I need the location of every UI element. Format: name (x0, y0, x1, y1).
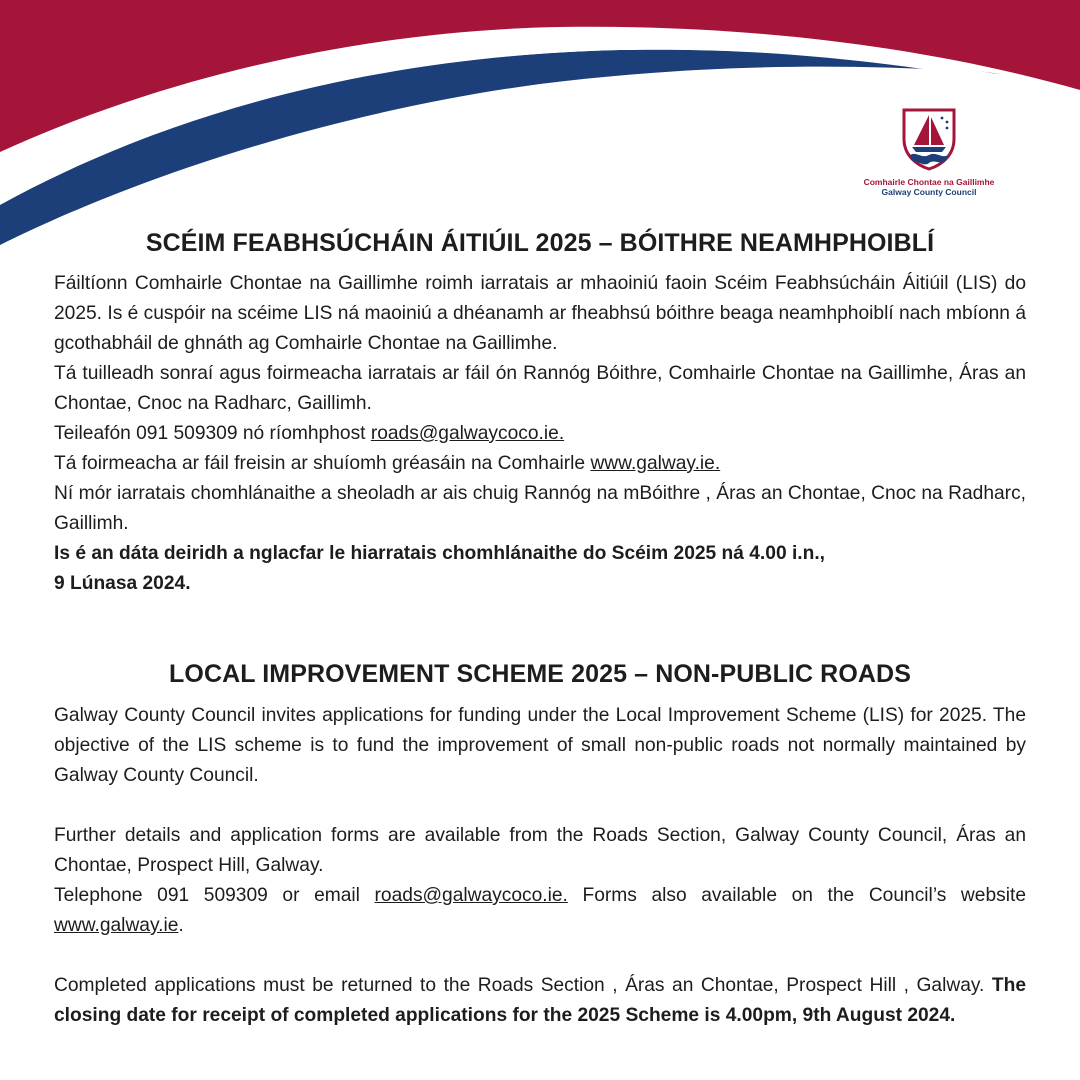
english-email-link[interactable]: roads@galwaycoco.ie. (374, 885, 568, 906)
irish-details-paragraph: Tá tuilleadh sonraí agus foirmeacha iarratais ar fáil ón Rannóg Bóithre, Comhairle Chontae na Gaillimhe, Áras an Chontae, Cnoc na Radharc, Gaillimh. (54, 363, 1026, 414)
paragraph-spacer (54, 791, 1026, 821)
irish-intro-paragraph: Fáiltíonn Comhairle Chontae na Gaillimhe roimh iarratais ar mhaoiniú faoin Scéim Feabhsúcháin Áitiúil (LIS) do 2025. Is é cuspóir na scéime LIS ná maoiniú a dhéanamh ar fheabhsú bóithre beaga neamhphoiblí nach mbíonn á gcothabháil de ghnáth ag Comhairle Chontae na Gaillimhe. (54, 273, 1026, 354)
irish-website-link[interactable]: www.galway.ie. (590, 453, 721, 474)
english-intro-paragraph: Galway County Council invites applications for funding under the Local Improvement Scheme (LIS) for 2025. The objective of the LIS scheme is to fund the improvement of small non-public roads not normally maintained by Galway County Council. (54, 705, 1026, 786)
english-heading: LOCAL IMPROVEMENT SCHEME 2025 – NON-PUBLIC ROADS (169, 660, 911, 688)
english-return-paragraph (54, 971, 1026, 1031)
english-period: . (178, 915, 184, 936)
paragraph-spacer (54, 941, 1026, 971)
irish-website-text: Tá foirmeacha ar fáil freisin ar shuíomh gréasáin na Comhairle (54, 453, 591, 474)
english-return-text: Completed applications must be returned to the Roads Section , Áras an Chontae, Prospect Hill , Galway. (54, 975, 992, 996)
english-contact-paragraph (54, 881, 1026, 941)
irish-deadline-line-1: Is é an dáta deiridh a nglacfar le hiarratais chomhlánaithe do Scéim 2025 ná 4.00 i.n., (54, 543, 825, 564)
english-body (54, 701, 1026, 1031)
english-details-paragraph: Further details and application forms are available from the Roads Section, Galway County Council, Áras an Chontae, Prospect Hill, Galway. (54, 825, 1026, 876)
english-forms-text: Forms also available on the Council’s website (567, 885, 1026, 906)
council-crest-icon (898, 105, 960, 171)
english-deadline-text: The closing date for receipt of completed applications for the 2025 Scheme is 4.00pm, 9th August 2024. (54, 975, 1026, 1026)
english-website-link[interactable]: www.galway.ie (54, 915, 179, 936)
logo-name-english: Galway County Council (881, 187, 977, 197)
english-contact-text: Telephone 091 509309 or email (54, 885, 375, 906)
irish-body (54, 269, 1026, 599)
logo-name-irish: Comhairle Chontae na Gaillimhe (863, 177, 995, 187)
irish-return-paragraph: Ní mór iarratais chomhlánaithe a sheoladh ar ais chuig Rannóg na mBóithre , Áras an Chontae, Cnoc na Radharc, Gaillimh. (54, 483, 1026, 534)
irish-website-line (54, 449, 1026, 479)
irish-contact-line (54, 419, 1026, 449)
irish-contact-text: Teileafón 091 509309 nó ríomhphost (54, 423, 371, 444)
irish-email-link[interactable]: roads@galwaycoco.ie. (370, 423, 565, 444)
irish-deadline-line-2: 9 Lúnasa 2024. (54, 573, 191, 594)
irish-heading: SCÉIM FEABHSÚCHÁIN ÁITIÚIL 2025 – BÓITHRE NEAMHPHOIBLÍ (145, 229, 935, 257)
council-logo (858, 105, 1000, 197)
